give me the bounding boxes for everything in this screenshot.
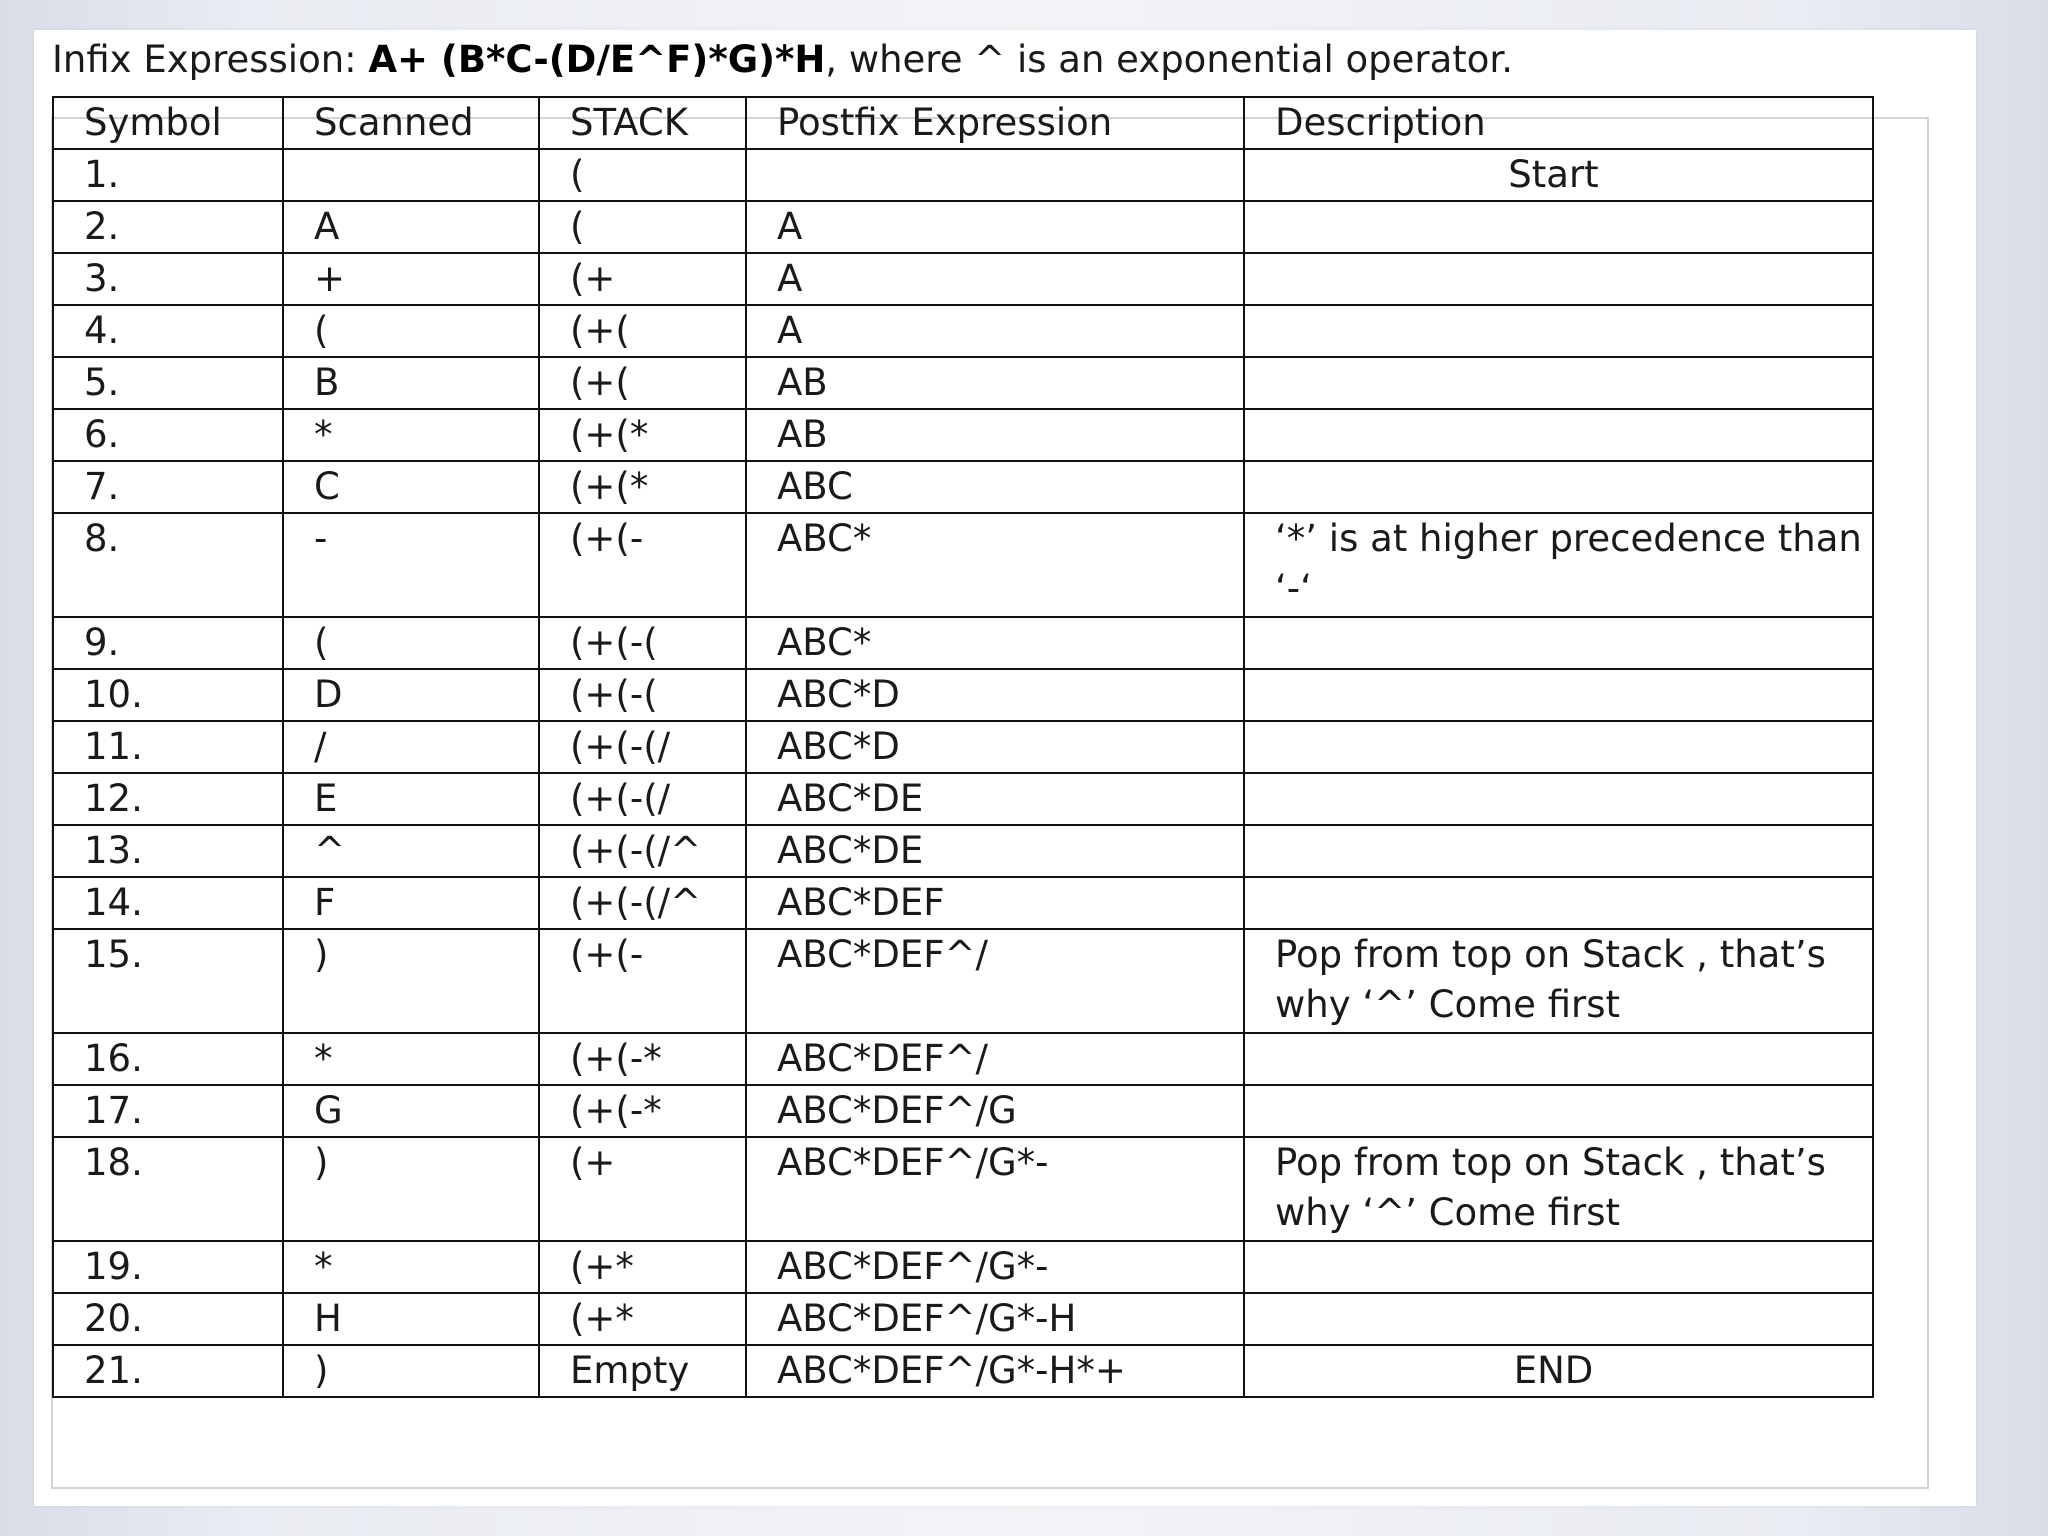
cell-scanned: E — [283, 773, 539, 825]
cell-symbol: 13. — [53, 825, 283, 877]
table-body — [53, 149, 1873, 1397]
table-row — [53, 305, 1873, 357]
cell-symbol: 6. — [53, 409, 283, 461]
cell-scanned: - — [283, 513, 539, 617]
cell-symbol: 2. — [53, 201, 283, 253]
cell-description — [1244, 1293, 1873, 1345]
cell-symbol: 10. — [53, 669, 283, 721]
cell-symbol: 5. — [53, 357, 283, 409]
cell-stack: (+( — [539, 305, 746, 357]
cell-symbol: 16. — [53, 1033, 283, 1085]
cell-symbol: 15. — [53, 929, 283, 1033]
cell-scanned — [283, 149, 539, 201]
cell-scanned: / — [283, 721, 539, 773]
table-row — [53, 461, 1873, 513]
cell-scanned: ^ — [283, 825, 539, 877]
cell-description — [1244, 669, 1873, 721]
cell-stack: (+(-* — [539, 1033, 746, 1085]
conversion-table — [52, 96, 1874, 1398]
cell-stack: (+ — [539, 253, 746, 305]
cell-symbol: 20. — [53, 1293, 283, 1345]
cell-scanned: * — [283, 1241, 539, 1293]
cell-stack: (+(- — [539, 513, 746, 617]
table-row — [53, 357, 1873, 409]
header-scanned: Scanned — [283, 97, 539, 149]
cell-stack: ( — [539, 149, 746, 201]
table-row — [53, 825, 1873, 877]
cell-postfix: ABC*DE — [746, 773, 1244, 825]
cell-scanned: A — [283, 201, 539, 253]
table-row — [53, 1137, 1873, 1241]
cell-postfix: A — [746, 253, 1244, 305]
cell-description — [1244, 721, 1873, 773]
table-row — [53, 877, 1873, 929]
cell-stack: (+ — [539, 1137, 746, 1241]
cell-stack: (+(-(/ — [539, 773, 746, 825]
cell-scanned: * — [283, 1033, 539, 1085]
cell-stack: (+(- — [539, 929, 746, 1033]
cell-description — [1244, 773, 1873, 825]
cell-postfix: ABC*DEF^/G*- — [746, 1241, 1244, 1293]
table-header-row — [53, 97, 1873, 149]
cell-scanned: ) — [283, 1345, 539, 1397]
cell-scanned: ( — [283, 305, 539, 357]
cell-postfix: ABC* — [746, 617, 1244, 669]
cell-description — [1244, 877, 1873, 929]
cell-stack: (+(-(/ — [539, 721, 746, 773]
cell-symbol: 3. — [53, 253, 283, 305]
cell-symbol: 9. — [53, 617, 283, 669]
cell-postfix: A — [746, 305, 1244, 357]
cell-symbol: 12. — [53, 773, 283, 825]
cell-postfix: ABC*D — [746, 721, 1244, 773]
cell-symbol: 17. — [53, 1085, 283, 1137]
cell-description — [1244, 201, 1873, 253]
cell-postfix: ABC* — [746, 513, 1244, 617]
cell-symbol: 21. — [53, 1345, 283, 1397]
cell-postfix: ABC*DEF^/G*- — [746, 1137, 1244, 1241]
table-row — [53, 1293, 1873, 1345]
cell-description: Pop from top on Stack , that’s why ‘^’ Come first — [1244, 1137, 1873, 1241]
cell-postfix: ABC*DEF — [746, 877, 1244, 929]
cell-symbol: 7. — [53, 461, 283, 513]
cell-scanned: C — [283, 461, 539, 513]
cell-stack: (+( — [539, 357, 746, 409]
cell-description — [1244, 253, 1873, 305]
infix-expression: A+ (B*C-(D/E^F)*G)*H — [368, 38, 826, 81]
cell-postfix: ABC*D — [746, 669, 1244, 721]
cell-symbol: 1. — [53, 149, 283, 201]
table-row — [53, 617, 1873, 669]
cell-description — [1244, 409, 1873, 461]
table-row — [53, 1033, 1873, 1085]
cell-stack: (+(-( — [539, 617, 746, 669]
table-row — [53, 669, 1873, 721]
cell-stack: (+(-* — [539, 1085, 746, 1137]
cell-symbol: 14. — [53, 877, 283, 929]
cell-description — [1244, 1241, 1873, 1293]
cell-scanned: H — [283, 1293, 539, 1345]
cell-scanned: G — [283, 1085, 539, 1137]
heading-prefix: Infix Expression: — [52, 38, 369, 81]
cell-postfix: ABC*DE — [746, 825, 1244, 877]
cell-description — [1244, 357, 1873, 409]
cell-symbol: 18. — [53, 1137, 283, 1241]
table-row — [53, 773, 1873, 825]
cell-description — [1244, 461, 1873, 513]
cell-description — [1244, 305, 1873, 357]
cell-stack: (+(-(/^ — [539, 825, 746, 877]
cell-description: Pop from top on Stack , that’s why ‘^’ Come first — [1244, 929, 1873, 1033]
cell-scanned: F — [283, 877, 539, 929]
cell-stack: Empty — [539, 1345, 746, 1397]
cell-symbol: 8. — [53, 513, 283, 617]
cell-postfix: AB — [746, 409, 1244, 461]
table-row — [53, 1085, 1873, 1137]
header-postfix: Postfix Expression — [746, 97, 1244, 149]
cell-stack: (+* — [539, 1293, 746, 1345]
cell-description — [1244, 617, 1873, 669]
cell-description: ‘*’ is at higher precedence than ‘-‘ — [1244, 513, 1873, 617]
table-row — [53, 201, 1873, 253]
cell-postfix: ABC*DEF^/ — [746, 929, 1244, 1033]
table-row — [53, 1241, 1873, 1293]
cell-stack: (+* — [539, 1241, 746, 1293]
cell-symbol: 11. — [53, 721, 283, 773]
cell-scanned: B — [283, 357, 539, 409]
cell-postfix: ABC*DEF^/ — [746, 1033, 1244, 1085]
cell-stack: (+(* — [539, 409, 746, 461]
cell-description — [1244, 1033, 1873, 1085]
cell-postfix: ABC*DEF^/G — [746, 1085, 1244, 1137]
cell-scanned: D — [283, 669, 539, 721]
heading-suffix: , where ^ is an exponential operator. — [825, 38, 1513, 81]
cell-scanned: + — [283, 253, 539, 305]
cell-postfix: ABC — [746, 461, 1244, 513]
cell-scanned: ( — [283, 617, 539, 669]
cell-postfix: A — [746, 201, 1244, 253]
cell-stack: (+(-( — [539, 669, 746, 721]
table-row — [53, 253, 1873, 305]
cell-description: Start — [1244, 149, 1873, 201]
cell-description — [1244, 1085, 1873, 1137]
header-description: Description — [1244, 97, 1873, 149]
header-symbol: Symbol — [53, 97, 283, 149]
cell-postfix: ABC*DEF^/G*-H*+ — [746, 1345, 1244, 1397]
cell-scanned: ) — [283, 1137, 539, 1241]
table-row — [53, 513, 1873, 617]
cell-postfix: ABC*DEF^/G*-H — [746, 1293, 1244, 1345]
cell-postfix: AB — [746, 357, 1244, 409]
cell-stack: ( — [539, 201, 746, 253]
cell-stack: (+(-(/^ — [539, 877, 746, 929]
cell-scanned: ) — [283, 929, 539, 1033]
cell-scanned: * — [283, 409, 539, 461]
cell-description — [1244, 825, 1873, 877]
table-row — [53, 149, 1873, 201]
cell-symbol: 19. — [53, 1241, 283, 1293]
table-row — [53, 929, 1873, 1033]
header-stack: STACK — [539, 97, 746, 149]
cell-postfix — [746, 149, 1244, 201]
table-row — [53, 721, 1873, 773]
cell-description: END — [1244, 1345, 1873, 1397]
cell-stack: (+(* — [539, 461, 746, 513]
table-row — [53, 1345, 1873, 1397]
cell-symbol: 4. — [53, 305, 283, 357]
table-row — [53, 409, 1873, 461]
infix-expression-heading — [52, 34, 1952, 86]
